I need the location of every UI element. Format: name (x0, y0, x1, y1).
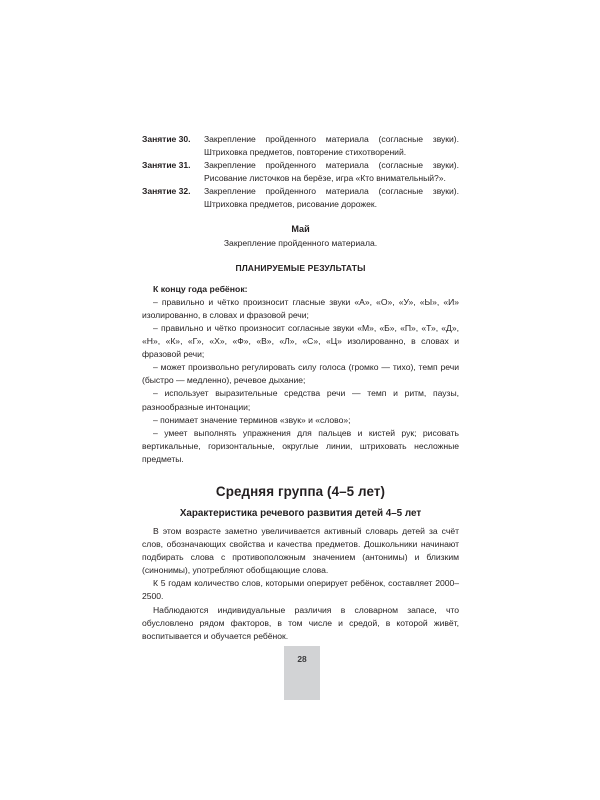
month-body-text: Закрепление пройденного материала. (223, 237, 378, 248)
planned-results-heading: ПЛАНИРУЕМЫЕ РЕЗУЛЬТАТЫ (235, 262, 366, 273)
lesson-entry (142, 133, 459, 159)
result-item: – умеет выполнять упражнения для пальцев и кистей рук; рисовать вертикальные, горизонтальные, округлые линии, штриховать несложные предметы. (142, 427, 459, 464)
body-paragraph: Наблюдаются индивидуальные различия в словарном запасе, что обусловлено рядом факторов, в том числе и средой, в которой живёт, воспитывается и обучается ребёнок. (142, 604, 459, 641)
lesson-label: Занятие 32. (142, 186, 191, 197)
page-number: 28 (297, 654, 307, 664)
result-item: – правильно и чётко произносит согласные звуки «М», «Б», «П», «Т», «Д», «Н», «К», «Г», «Х», «Ф», «В», «Л», «С», «Ц» изолированно, в словах и фразовой речи; (142, 322, 459, 360)
group-subheading: Характеристика речевого развития детей 4–5 лет (179, 507, 422, 519)
lesson-description: Закрепление пройденного материала (согласные звуки). Штриховка предметов, рисование дорожек. (204, 186, 459, 210)
lesson-label: Занятие 31. (142, 160, 191, 171)
group-heading: Средняя группа (4–5 лет) (215, 483, 386, 499)
group-body (142, 525, 459, 643)
lesson-entry (142, 159, 459, 185)
lesson-description: Закрепление пройденного материала (согласные звуки). Рисование листочков на берёзе, игра «Кто внимательный?». (204, 160, 459, 184)
lesson-entry (142, 185, 459, 211)
result-item: – может произвольно регулировать силу голоса (громко — тихо), темп речи (быстро — медленно), речевое дыхание; (142, 362, 459, 386)
page-number-plate (284, 646, 320, 700)
lesson-description: Закрепление пройденного материала (согласные звуки). Штриховка предметов, повторение стихотворений. (204, 134, 459, 158)
results-list (142, 296, 459, 466)
result-item: – понимает значение терминов «звук» и «слово»; (153, 414, 351, 425)
page-text-column (142, 133, 459, 643)
month-heading: Май (291, 223, 310, 234)
lesson-label: Занятие 30. (142, 134, 191, 144)
lesson-list (142, 133, 459, 212)
result-item: – правильно и чётко произносит гласные звуки «А», «О», «У», «Ы», «И» изолированно, в словах и фразовой речи; (142, 296, 459, 320)
result-item: – использует выразительные средства речи — темп и ритм, паузы, разнообразные интонации; (142, 388, 459, 412)
body-paragraph: В этом возрасте заметно увеличивается активный словарь детей за счёт слов, обозначающих свойства и качества предметов. Дошкольники начинают подбирать слова с противоположным значением (антонимы) и близким (синонимы), употребляют обобщающие слова. (142, 525, 459, 576)
results-lead-in: К концу года ребёнок: (153, 283, 248, 294)
body-paragraph: К 5 годам количество слов, которыми оперирует ребёнок, составляет 2000–2500. (142, 578, 459, 602)
